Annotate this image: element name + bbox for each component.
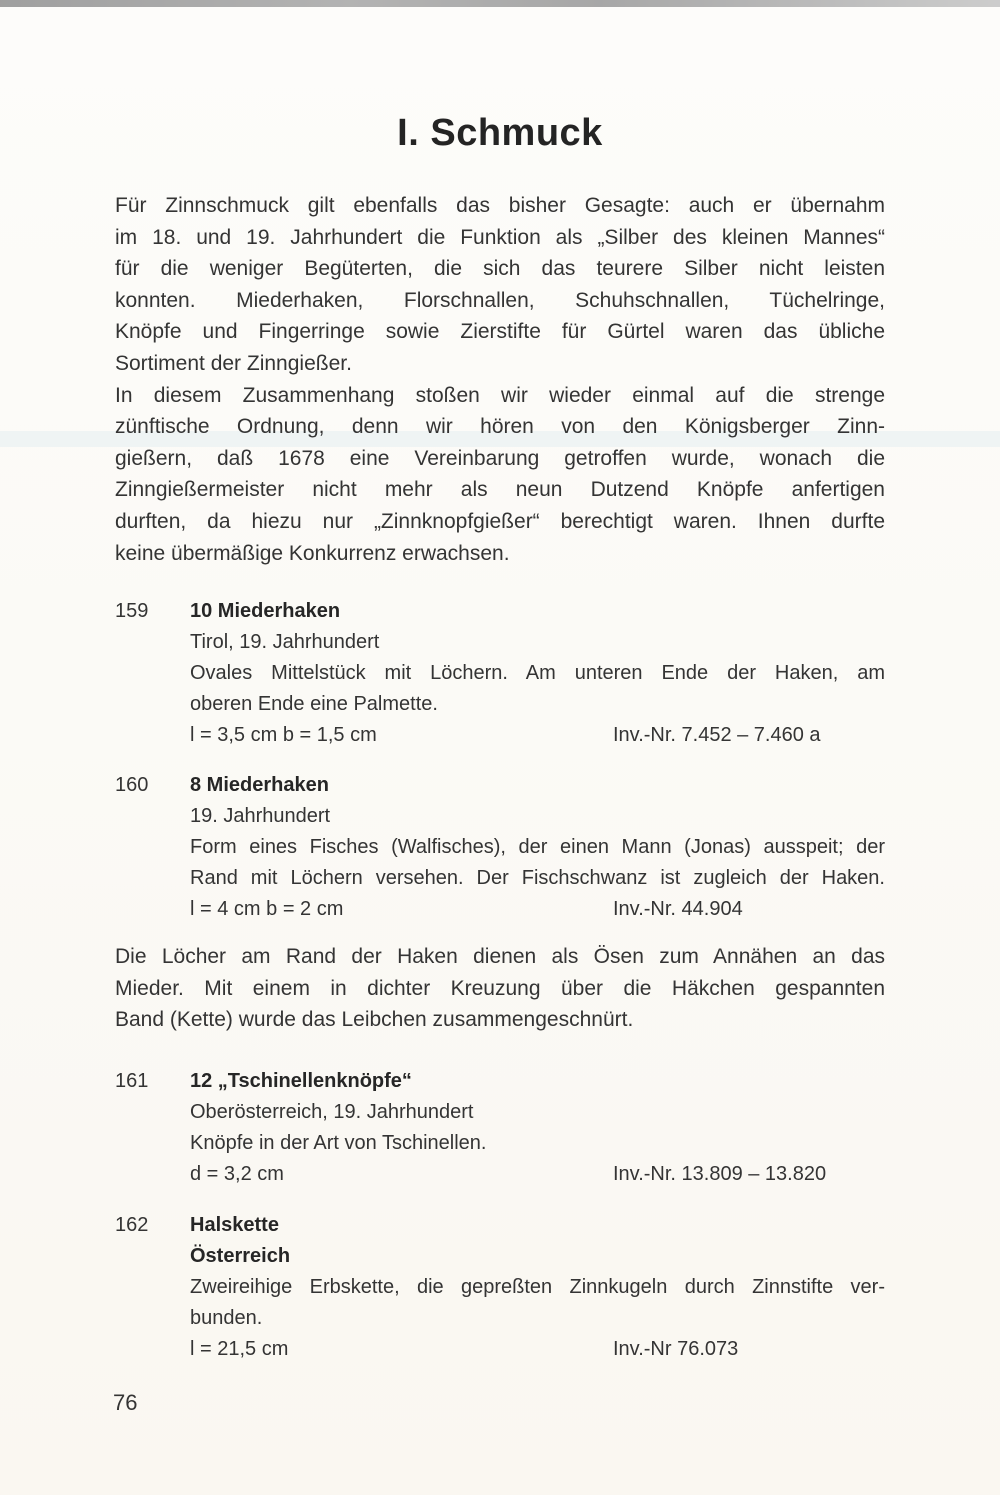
note-line: Die Löcher am Rand der Haken dienen als Ösen zum Annähen an das xyxy=(115,945,885,968)
entry-description-line: Knöpfe in der Art von Tschinellen. xyxy=(190,1132,487,1154)
intro-line: Zinngießermeister nicht mehr als neun Dutzend Knöpfe anfertigen xyxy=(115,478,885,502)
catalog-entry-162 xyxy=(115,1210,885,1365)
entry-dimensions-row xyxy=(190,894,885,925)
entry-number: 159 xyxy=(115,600,149,622)
entry-description-line: Zweireihige Erbskette, die gepreßten Zinnkugeln durch Zinnstifte ver- xyxy=(190,1276,885,1298)
note-paragraph xyxy=(115,941,885,1036)
entry-number: 161 xyxy=(115,1070,149,1092)
intro-line: konnten. Miederhaken, Florschnallen, Schuhschnallen, Tüchelringe, xyxy=(115,288,885,312)
entry-description-line: Ovales Mittelstück mit Löchern. Am unteren Ende der Haken, am xyxy=(190,662,885,684)
intro-line: Knöpfe und Fingerringe sowie Zierstifte für Gürtel waren das übliche xyxy=(115,320,885,344)
intro-line: Sortiment der Zinngießer. xyxy=(115,351,352,375)
entry-inventory-number: Inv.-Nr. 13.809 – 13.820 xyxy=(613,1163,827,1185)
scan-edge-artifact xyxy=(0,0,1000,7)
entry-dimensions: l = 4 cm b = 2 cm xyxy=(190,898,344,920)
entry-description-line: oberen Ende eine Palmette. xyxy=(190,693,438,715)
intro-line: im 18. und 19. Jahrhundert die Funktion als „Silber des kleinen Mannes“ xyxy=(115,225,885,249)
entry-origin: Tirol, 19. Jahrhundert xyxy=(190,631,380,653)
entry-description-line: Rand mit Löchern versehen. Der Fischschwanz ist zugleich der Haken. xyxy=(190,867,885,889)
note-line: Band (Kette) wurde das Leibchen zusammengeschnürt. xyxy=(115,1008,634,1032)
entry-description-line: bunden. xyxy=(190,1307,263,1329)
entry-origin: Oberösterreich, 19. Jahrhundert xyxy=(190,1101,474,1123)
note-line: Mieder. Mit einem in dichter Kreuzung über die Häkchen gespannten xyxy=(115,976,885,1000)
entry-dimensions: d = 3,2 cm xyxy=(190,1163,284,1185)
entry-dimensions: l = 21,5 cm xyxy=(190,1338,289,1360)
intro-line: für die weniger Begüterten, die sich das teurere Silber nicht leisten xyxy=(115,257,885,281)
entry-inventory-number: Inv.-Nr. 7.452 – 7.460 a xyxy=(613,724,821,746)
entry-inventory-number: Inv.-Nr 76.073 xyxy=(613,1338,739,1360)
page-title: I. Schmuck xyxy=(397,112,603,154)
entry-origin-bold: Österreich xyxy=(190,1245,291,1267)
page-number: 76 xyxy=(113,1390,138,1415)
entry-number: 160 xyxy=(115,774,149,796)
catalog-entry-160 xyxy=(115,770,885,925)
intro-text xyxy=(115,190,885,569)
intro-line: In diesem Zusammenhang stoßen wir wieder einmal auf die strenge xyxy=(115,383,885,407)
entry-dimensions-row xyxy=(190,1159,885,1190)
entry-dimensions: l = 3,5 cm b = 1,5 cm xyxy=(190,724,377,746)
intro-line: durften, da hiezu nur „Zinnknopfgießer“ berechtigt waren. Ihnen durfte xyxy=(115,509,885,533)
catalog-entry-159 xyxy=(115,596,885,751)
entry-title: 8 Miederhaken xyxy=(190,774,329,796)
intro-line: keine übermäßige Konkurrenz erwachsen. xyxy=(115,541,510,565)
entry-dimensions-row xyxy=(190,1334,885,1365)
entry-number: 162 xyxy=(115,1214,149,1236)
entry-title: 12 „Tschinellenknöpfe“ xyxy=(190,1070,412,1092)
entry-origin: 19. Jahrhundert xyxy=(190,805,331,827)
entry-inventory-number: Inv.-Nr. 44.904 xyxy=(613,898,743,920)
intro-line: zünftische Ordnung, denn wir hören von den Königsberger Zinn- xyxy=(115,415,885,439)
catalog-entry-161 xyxy=(115,1066,885,1190)
entry-description-line: Form eines Fisches (Walfisches), der einen Mann (Jonas) ausspeit; der xyxy=(190,836,885,858)
entry-dimensions-row xyxy=(190,720,885,751)
intro-line: Für Zinnschmuck gilt ebenfalls das bisher Gesagte: auch er übernahm xyxy=(115,194,885,217)
entry-title: Halskette xyxy=(190,1214,279,1236)
intro-line: gießern, daß 1678 eine Vereinbarung getroffen wurde, wonach die xyxy=(115,446,885,470)
entry-title: 10 Miederhaken xyxy=(190,600,341,622)
